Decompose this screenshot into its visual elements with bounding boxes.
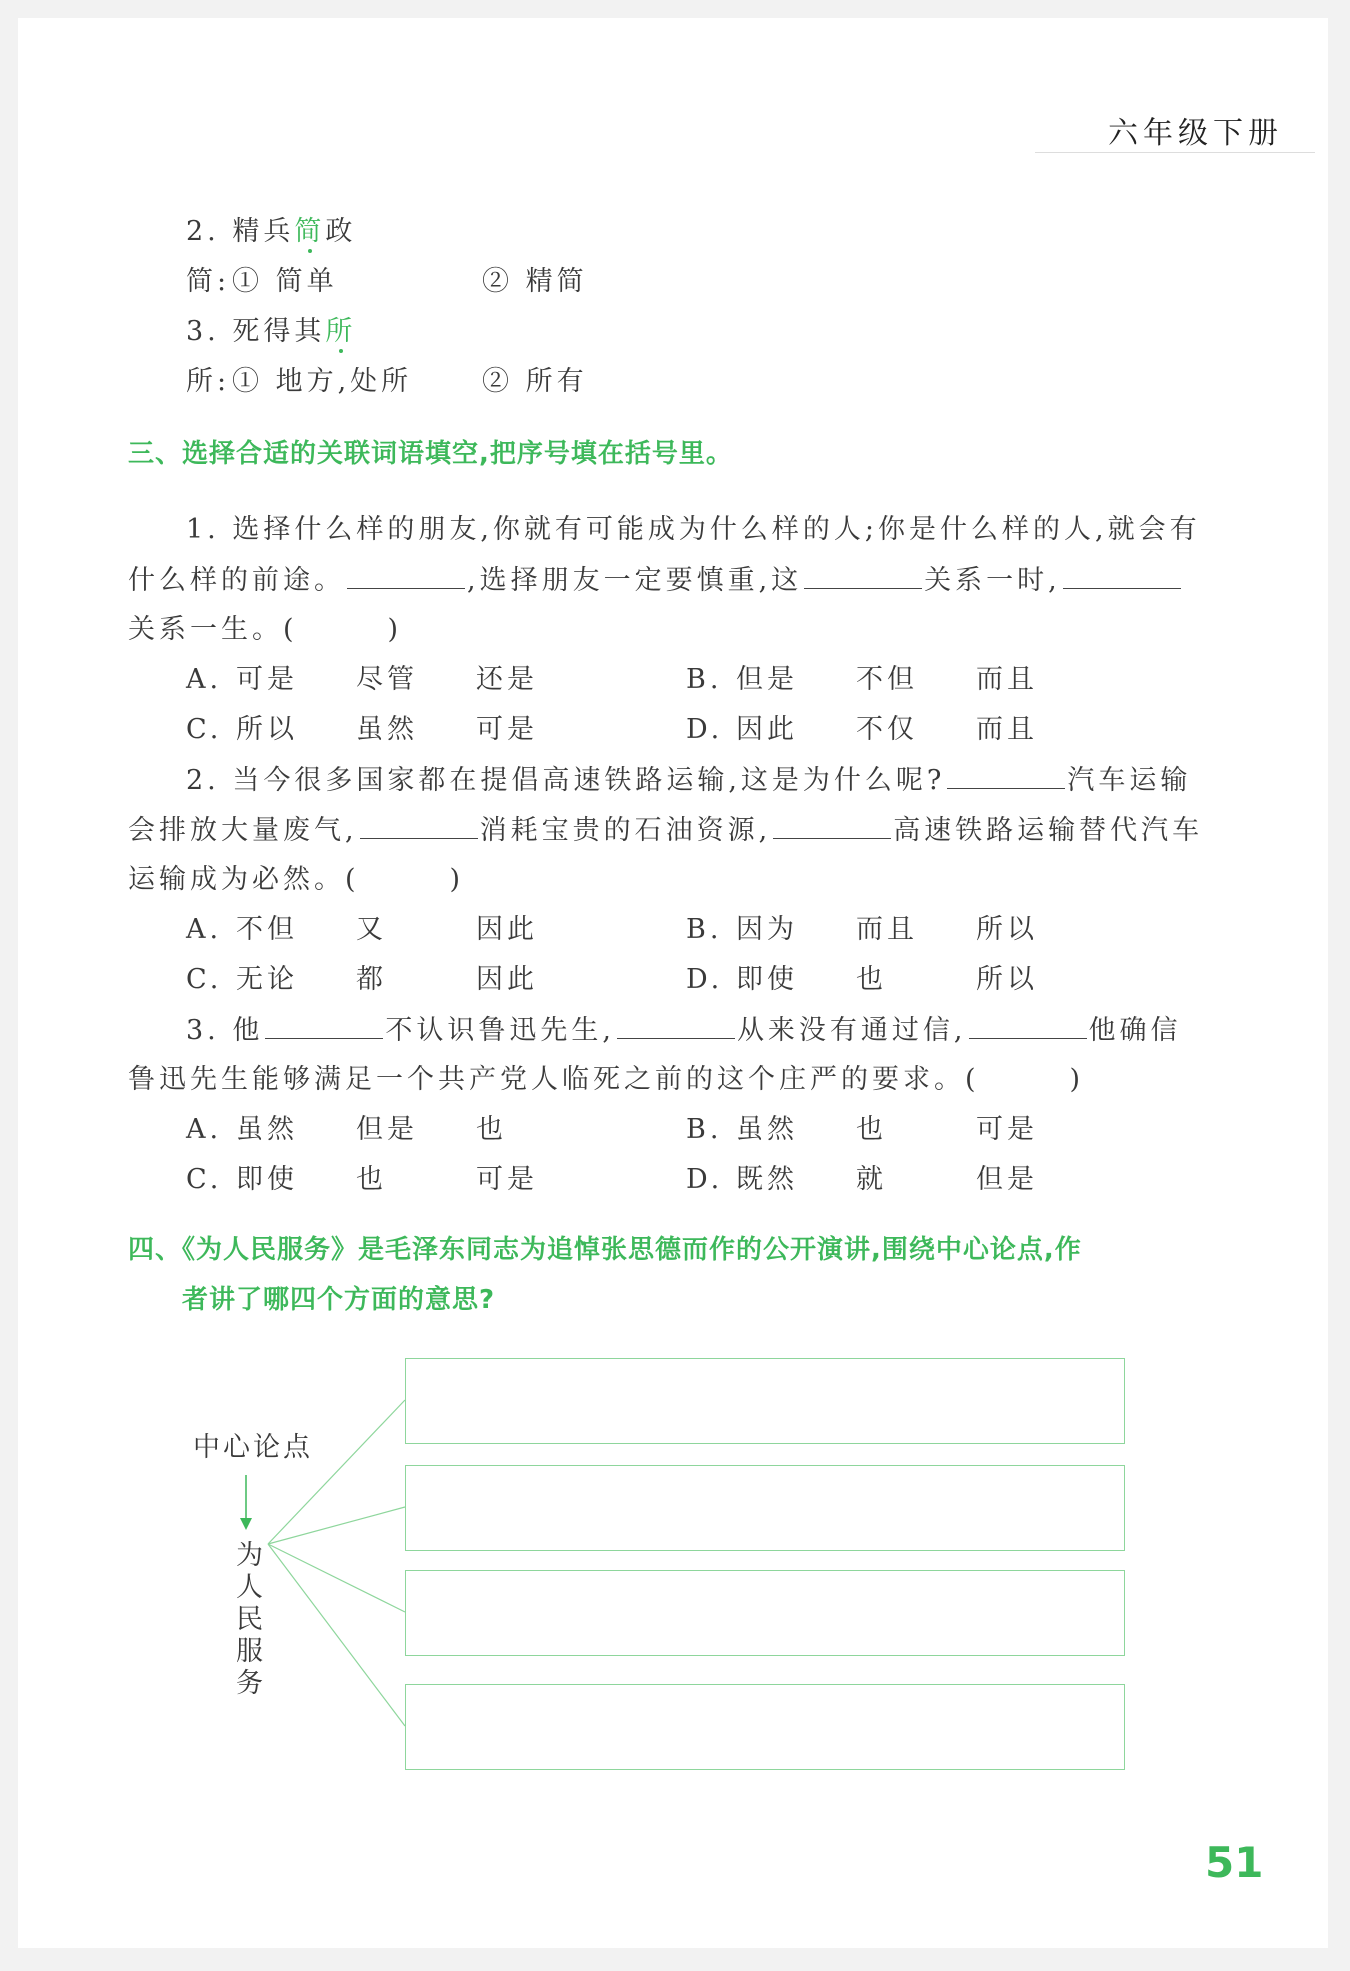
option-letter[interactable]: A. [186,914,223,945]
grade-header: 六年级下册 [1108,116,1283,151]
option-letter[interactable]: C. [186,1164,223,1195]
option-word: 所以 [976,964,1038,995]
section4-title-line1: 四、《为人民服务》是毛泽东同志为追悼张思德而作的公开演讲,围绕中心论点,作 [128,1235,1082,1265]
option-word: 而且 [976,714,1038,745]
option-letter[interactable]: C. [186,964,223,995]
option-word: 因此 [476,914,538,945]
option-word: 虽然 [236,1114,298,1145]
option-letter[interactable]: A. [186,664,223,695]
option-letter[interactable]: C. [186,714,223,745]
option-word: 既然 [736,1164,798,1195]
option-letter[interactable]: D. [686,964,724,995]
connector-line-1 [268,1400,405,1544]
option-word: 因此 [476,964,538,995]
s3-q2-line2: 会排放大量废气, 消耗宝贵的石油资源, 高速铁路运输替代汽车 [128,812,1203,849]
s3-q2-line1: 2. 当今很多国家都在提倡高速铁路运输,这是为什么呢? 汽车运输 [186,762,1191,799]
option-word: 但是 [976,1164,1038,1195]
option-word: 而且 [976,664,1038,695]
connector-line-3 [268,1544,405,1612]
vertical-char: 人 [236,1572,263,1603]
s3-q1-line3: 关系一生。( ) [128,614,403,645]
section4-title-line2: 者讲了哪四个方面的意思? [182,1285,496,1315]
q2-word: 2. 精兵简政 [186,216,357,247]
option-word: 可是 [236,664,298,695]
vertical-char: 为 [236,1540,263,1571]
option-word: 即使 [236,1164,298,1195]
option-word: 还是 [476,664,538,695]
down-arrow-head [240,1518,252,1530]
connector-line-4 [268,1544,405,1726]
option-letter[interactable]: D. [686,1164,724,1195]
q3-word: 3. 死得其所 [186,316,357,347]
option-word: 虽然 [356,714,418,745]
answer-box-3[interactable] [405,1570,1125,1656]
option-word: 因为 [736,914,798,945]
s3-q3-line1: 3. 他 不认识鲁迅先生, 从来没有通过信, 他确信 [186,1012,1182,1049]
option-word: 但是 [356,1114,418,1145]
option-word: 可是 [476,1164,538,1195]
option-word: 又 [356,914,387,945]
option-word: 也 [856,964,887,995]
option-letter[interactable]: B. [686,664,723,695]
option-word: 所以 [236,714,298,745]
section3-title: 三、选择合适的关联词语填空,把序号填在括号里。 [128,439,733,469]
option-letter[interactable]: A. [186,1114,223,1145]
option-word: 所以 [976,914,1038,945]
vertical-char: 服 [236,1636,263,1667]
option-word: 不仅 [856,714,918,745]
s3-q2-line3: 运输成为必然。( ) [128,864,465,895]
q3-dotted-char: 所 [325,316,357,347]
option-word: 都 [356,964,387,995]
option-word: 而且 [856,914,918,945]
diagram-label: 中心论点 [193,1432,313,1463]
vertical-char: 民 [236,1604,263,1635]
answer-box-2[interactable] [405,1465,1125,1551]
option-word: 不但 [236,914,298,945]
q3-opt-b: ② 所有 [482,366,588,397]
s3-q1-line2: 什么样的前途。 ,选择朋友一定要慎重,这 关系一时, [128,562,1183,599]
option-word: 也 [476,1114,507,1145]
vertical-char: 务 [236,1668,263,1699]
option-word: 不但 [856,664,918,695]
s3-q1-line1: 1. 选择什么样的朋友,你就有可能成为什么样的人;你是什么样的人,就会有 [186,514,1201,545]
option-word: 即使 [736,964,798,995]
option-word: 虽然 [736,1114,798,1145]
q2-dotted-char: 简 [294,216,326,247]
answer-box-1[interactable] [405,1358,1125,1444]
q2-opt-head: 简: [186,266,231,297]
option-word: 但是 [736,664,798,695]
option-word: 尽管 [356,664,418,695]
option-word: 也 [856,1114,887,1145]
option-word: 就 [856,1164,887,1195]
option-word: 可是 [476,714,538,745]
option-word: 也 [356,1164,387,1195]
q3-opt-a: ① 地方,处所 [232,366,413,397]
q3-opt-head: 所: [186,366,231,397]
option-word: 无论 [236,964,298,995]
option-word: 因此 [736,714,798,745]
option-letter[interactable]: D. [686,714,724,745]
connector-line-2 [268,1507,405,1544]
page-number: 51 [1205,1838,1264,1887]
option-letter[interactable]: B. [686,914,723,945]
option-word: 可是 [976,1114,1038,1145]
option-letter[interactable]: B. [686,1114,723,1145]
answer-box-4[interactable] [405,1684,1125,1770]
vertical-title [236,1540,263,1700]
q2-opt-b: ② 精简 [482,266,588,297]
s3-q3-line2: 鲁迅先生能够满足一个共产党人临死之前的这个庄严的要求。( ) [128,1064,1085,1095]
q2-opt-a: ① 简单 [232,266,338,297]
